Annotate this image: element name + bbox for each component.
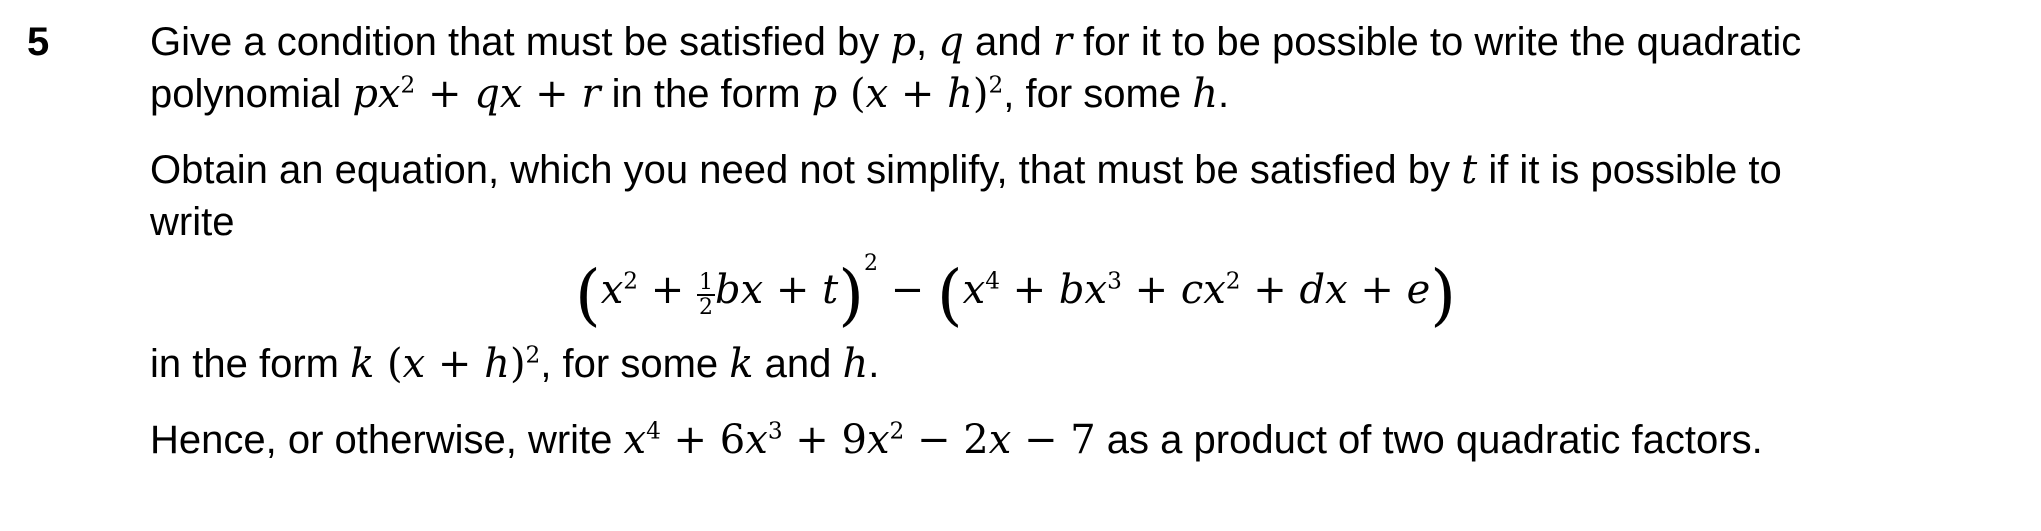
question-line-6	[150, 414, 2031, 466]
math-run: x	[623, 416, 647, 463]
math-run: (	[574, 256, 601, 334]
math-run: k	[350, 340, 375, 387]
math-run: − 2	[904, 416, 989, 463]
math-run: )	[838, 256, 864, 334]
math-run: dx	[1299, 267, 1348, 313]
text-run: .	[868, 341, 880, 386]
math-run: +	[1347, 267, 1407, 313]
math-run: bx	[1058, 267, 1108, 313]
text-run: ,	[916, 20, 939, 64]
math-run: x	[865, 71, 889, 117]
math-run: 4	[646, 417, 661, 445]
text-run: .	[1217, 72, 1230, 116]
math-run: r	[1052, 19, 1072, 65]
text-run: Hence, or otherwise, write	[150, 417, 624, 462]
question-body	[150, 16, 2031, 466]
math-run: +	[1121, 267, 1181, 313]
math-run: r	[581, 71, 601, 117]
text-run: if it is possible to	[1477, 148, 1782, 192]
math-run: +	[425, 340, 485, 387]
text-run: write	[150, 200, 235, 244]
math-run: )	[1430, 256, 1457, 334]
math-run: +	[999, 267, 1059, 313]
math-run: x	[962, 267, 986, 313]
math-run: +	[888, 71, 948, 117]
math-run: +	[522, 71, 582, 117]
text-run: as a product of two quadratic factors.	[1095, 417, 1763, 462]
math-run: x	[745, 416, 768, 463]
math-run: 2	[623, 267, 639, 295]
math-run: 3	[767, 417, 783, 445]
math-run: 2	[1225, 267, 1241, 295]
math-run: + 9	[782, 416, 867, 463]
math-run: 2	[400, 71, 416, 99]
math-run: h	[947, 71, 973, 117]
math-run: x	[866, 416, 890, 463]
math-run: h	[1192, 71, 1218, 117]
question-line-1	[150, 16, 2031, 68]
math-run: px	[352, 71, 401, 117]
text-run: for it to be possible to write the quadratic	[1071, 20, 1802, 64]
math-run: x	[600, 267, 624, 313]
question-line-5	[150, 338, 2031, 390]
math-run: k	[729, 340, 754, 387]
question-line-4	[150, 196, 2031, 248]
math-run: − 7	[1011, 416, 1096, 463]
text-run: polynomial	[150, 72, 353, 116]
math-run: 4	[985, 267, 1000, 295]
math-run: +	[638, 267, 697, 313]
math-run: p	[890, 19, 916, 65]
math-run: h	[484, 340, 510, 387]
math-run: + 6	[660, 416, 746, 463]
math-run: p	[811, 71, 838, 117]
math-run: cx	[1180, 267, 1226, 313]
text-run: and	[963, 20, 1053, 64]
math-run: −	[877, 267, 937, 313]
text-run: and	[753, 341, 843, 386]
math-run: )	[972, 71, 989, 117]
text-run: Give a condition that must be satisfied by	[150, 20, 891, 64]
math-run: qx	[474, 71, 523, 117]
math-run: 2	[525, 341, 541, 369]
stacked-fraction: $\frac{1}{2}$	[698, 270, 713, 321]
math-run: e	[1406, 267, 1431, 313]
math-run: 2	[863, 251, 878, 276]
question-number: 5	[27, 20, 50, 64]
math-run: x	[988, 416, 1012, 463]
math-run: bx	[714, 267, 764, 313]
question-line-2	[150, 68, 2031, 120]
text-run: in the form	[600, 72, 812, 116]
math-run: q	[938, 19, 964, 65]
math-run: (	[837, 71, 866, 117]
text-run: Obtain an equation, which you need not simplify, that must be satisfied by	[150, 148, 1462, 192]
question-line-3	[150, 144, 2031, 196]
math-run: t	[1461, 147, 1478, 193]
math-run: 3	[1107, 267, 1122, 295]
math-run: 2	[988, 71, 1004, 99]
math-run: )	[509, 340, 526, 387]
math-run: +	[763, 267, 823, 313]
math-run: h	[842, 340, 869, 387]
text-run: , for some	[540, 341, 730, 386]
math-run: (	[936, 256, 963, 334]
math-run: 2	[889, 417, 905, 445]
text-run: in the form	[150, 341, 351, 386]
display-equation	[0, 248, 2031, 338]
math-run: t	[822, 267, 839, 313]
math-run: +	[415, 71, 475, 117]
math-run: x	[402, 340, 426, 387]
text-run: , for some	[1003, 72, 1193, 116]
math-run: (	[374, 340, 403, 387]
math-run: +	[1240, 267, 1300, 313]
